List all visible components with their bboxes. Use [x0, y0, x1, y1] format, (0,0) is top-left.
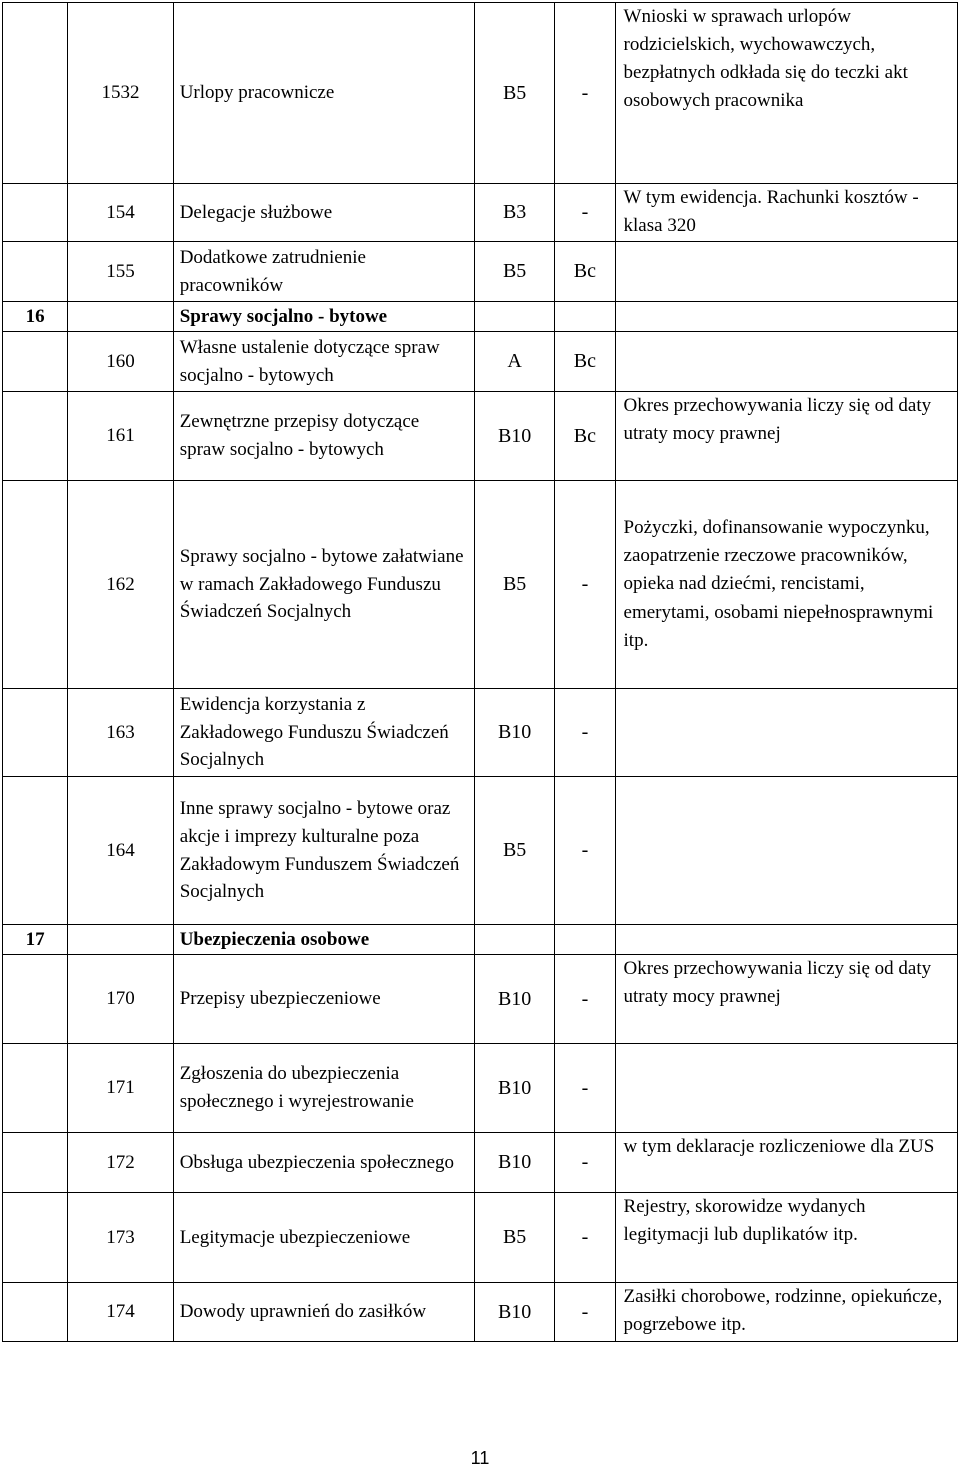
- class-name-cell: Zewnętrzne przepisy dotyczące spraw socjalno - bytowych: [173, 392, 474, 481]
- category-cell: B5: [474, 1193, 554, 1283]
- class-code-cell: 160: [68, 332, 173, 392]
- level1-code-cell: [3, 1044, 68, 1133]
- level1-code-cell: [3, 242, 68, 302]
- class-name-cell: Delegacje służbowe: [173, 184, 474, 242]
- level1-code-cell: [3, 3, 68, 184]
- remarks-cell: [615, 1044, 957, 1133]
- archive-category-cell: [555, 925, 615, 955]
- class-code-cell: 162: [68, 481, 173, 689]
- level1-code-cell: [3, 689, 68, 777]
- table-row: [3, 1133, 958, 1193]
- archive-category-cell: -: [555, 3, 615, 184]
- level1-code-cell: [3, 1133, 68, 1193]
- archive-category-cell: Bc: [555, 392, 615, 481]
- class-code-cell: 154: [68, 184, 173, 242]
- level1-code-cell: [3, 1193, 68, 1283]
- class-code-cell: 171: [68, 1044, 173, 1133]
- class-code-cell: 155: [68, 242, 173, 302]
- class-name-cell: Dodatkowe zatrudnienie pracowników: [173, 242, 474, 302]
- remarks-cell: [615, 302, 957, 332]
- class-code-cell: 164: [68, 777, 173, 925]
- archive-category-cell: Bc: [555, 332, 615, 392]
- level1-code-cell: [3, 481, 68, 689]
- table-row: [3, 392, 958, 481]
- class-code-cell: 172: [68, 1133, 173, 1193]
- class-code-cell: 173: [68, 1193, 173, 1283]
- class-name-cell: Obsługa ubezpieczenia społecznego: [173, 1133, 474, 1193]
- table-row: [3, 481, 958, 689]
- table-row: [3, 1283, 958, 1342]
- remarks-cell: Pożyczki, dofinansowanie wypoczynku, zaopatrzenie rzeczowe pracowników, opieka nad dziećmi, rencistami, emerytami, osobami niepełnosprawnymi itp.: [615, 481, 957, 689]
- records-retention-table: [2, 2, 958, 1342]
- page-number: 11: [470, 1448, 490, 1468]
- class-name-cell: Ewidencja korzystania z Zakładowego Funduszu Świadczeń Socjalnych: [173, 689, 474, 777]
- class-code-cell: 161: [68, 392, 173, 481]
- category-cell: B5: [474, 3, 554, 184]
- class-name-cell: Dowody uprawnień do zasiłków: [173, 1283, 474, 1342]
- class-name-cell: Zgłoszenia do ubezpieczenia społecznego i wyrejestrowanie: [173, 1044, 474, 1133]
- level1-code-cell: [3, 1283, 68, 1342]
- table-row: [3, 777, 958, 925]
- class-code-cell: 174: [68, 1283, 173, 1342]
- table-row: [3, 184, 958, 242]
- level1-code-cell: 16: [3, 302, 68, 332]
- level1-code-cell: [3, 392, 68, 481]
- table-row: [3, 1044, 958, 1133]
- archive-category-cell: -: [555, 1133, 615, 1193]
- archive-category-cell: -: [555, 777, 615, 925]
- archive-category-cell: -: [555, 955, 615, 1044]
- table-row: [3, 1193, 958, 1283]
- table-row: [3, 242, 958, 302]
- remarks-cell: [615, 332, 957, 392]
- category-cell: B5: [474, 481, 554, 689]
- remarks-cell: [615, 777, 957, 925]
- category-cell: B10: [474, 392, 554, 481]
- category-cell: B10: [474, 1133, 554, 1193]
- level1-code-cell: [3, 332, 68, 392]
- class-code-cell: 1532: [68, 3, 173, 184]
- category-cell: B5: [474, 777, 554, 925]
- category-cell: B5: [474, 242, 554, 302]
- table-row: [3, 925, 958, 955]
- remarks-cell: Okres przechowywania liczy się od daty utraty mocy prawnej: [615, 392, 957, 481]
- level1-code-cell: [3, 955, 68, 1044]
- class-name-cell: Legitymacje ubezpieczeniowe: [173, 1193, 474, 1283]
- class-name-cell: Ubezpieczenia osobowe: [173, 925, 474, 955]
- archive-category-cell: -: [555, 1283, 615, 1342]
- category-cell: B10: [474, 689, 554, 777]
- archive-category-cell: -: [555, 481, 615, 689]
- level1-code-cell: 17: [3, 925, 68, 955]
- level1-code-cell: [3, 777, 68, 925]
- category-cell: [474, 302, 554, 332]
- category-cell: B10: [474, 955, 554, 1044]
- remarks-cell: w tym deklaracje rozliczeniowe dla ZUS: [615, 1133, 957, 1193]
- category-cell: B10: [474, 1044, 554, 1133]
- remarks-cell: [615, 925, 957, 955]
- class-name-cell: Urlopy pracownicze: [173, 3, 474, 184]
- class-code-cell: 163: [68, 689, 173, 777]
- table-row: [3, 332, 958, 392]
- table-row: [3, 302, 958, 332]
- remarks-cell: Wnioski w sprawach urlopów rodzicielskich, wychowawczych, bezpłatnych odkłada się do teczki akt osobowych pracownika: [615, 3, 957, 184]
- class-name-cell: Własne ustalenie dotyczące spraw socjalno - bytowych: [173, 332, 474, 392]
- remarks-cell: W tym ewidencja. Rachunki kosztów - klasa 320: [615, 184, 957, 242]
- archive-category-cell: [555, 302, 615, 332]
- archive-category-cell: -: [555, 1193, 615, 1283]
- category-cell: [474, 925, 554, 955]
- category-cell: A: [474, 332, 554, 392]
- remarks-cell: Rejestry, skorowidze wydanych legitymacji lub duplikatów itp.: [615, 1193, 957, 1283]
- class-name-cell: Inne sprawy socjalno - bytowe oraz akcje i imprezy kulturalne poza Zakładowym Funduszem Świadczeń Socjalnych: [173, 777, 474, 925]
- remarks-cell: Okres przechowywania liczy się od daty utraty mocy prawnej: [615, 955, 957, 1044]
- class-code-cell: [68, 302, 173, 332]
- level1-code-cell: [3, 184, 68, 242]
- class-name-cell: Sprawy socjalno - bytowe: [173, 302, 474, 332]
- class-name-cell: Przepisy ubezpieczeniowe: [173, 955, 474, 1044]
- remarks-cell: [615, 242, 957, 302]
- category-cell: B3: [474, 184, 554, 242]
- class-code-cell: [68, 925, 173, 955]
- archive-category-cell: -: [555, 184, 615, 242]
- table-row: [3, 689, 958, 777]
- remarks-cell: [615, 689, 957, 777]
- archive-category-cell: Bc: [555, 242, 615, 302]
- remarks-cell: Zasiłki chorobowe, rodzinne, opiekuńcze, pogrzebowe itp.: [615, 1283, 957, 1342]
- class-name-cell: Sprawy socjalno - bytowe załatwiane w ramach Zakładowego Funduszu Świadczeń Socjalnych: [173, 481, 474, 689]
- archive-category-cell: -: [555, 689, 615, 777]
- class-code-cell: 170: [68, 955, 173, 1044]
- category-cell: B10: [474, 1283, 554, 1342]
- table-row: [3, 955, 958, 1044]
- table-row: [3, 3, 958, 184]
- archive-category-cell: -: [555, 1044, 615, 1133]
